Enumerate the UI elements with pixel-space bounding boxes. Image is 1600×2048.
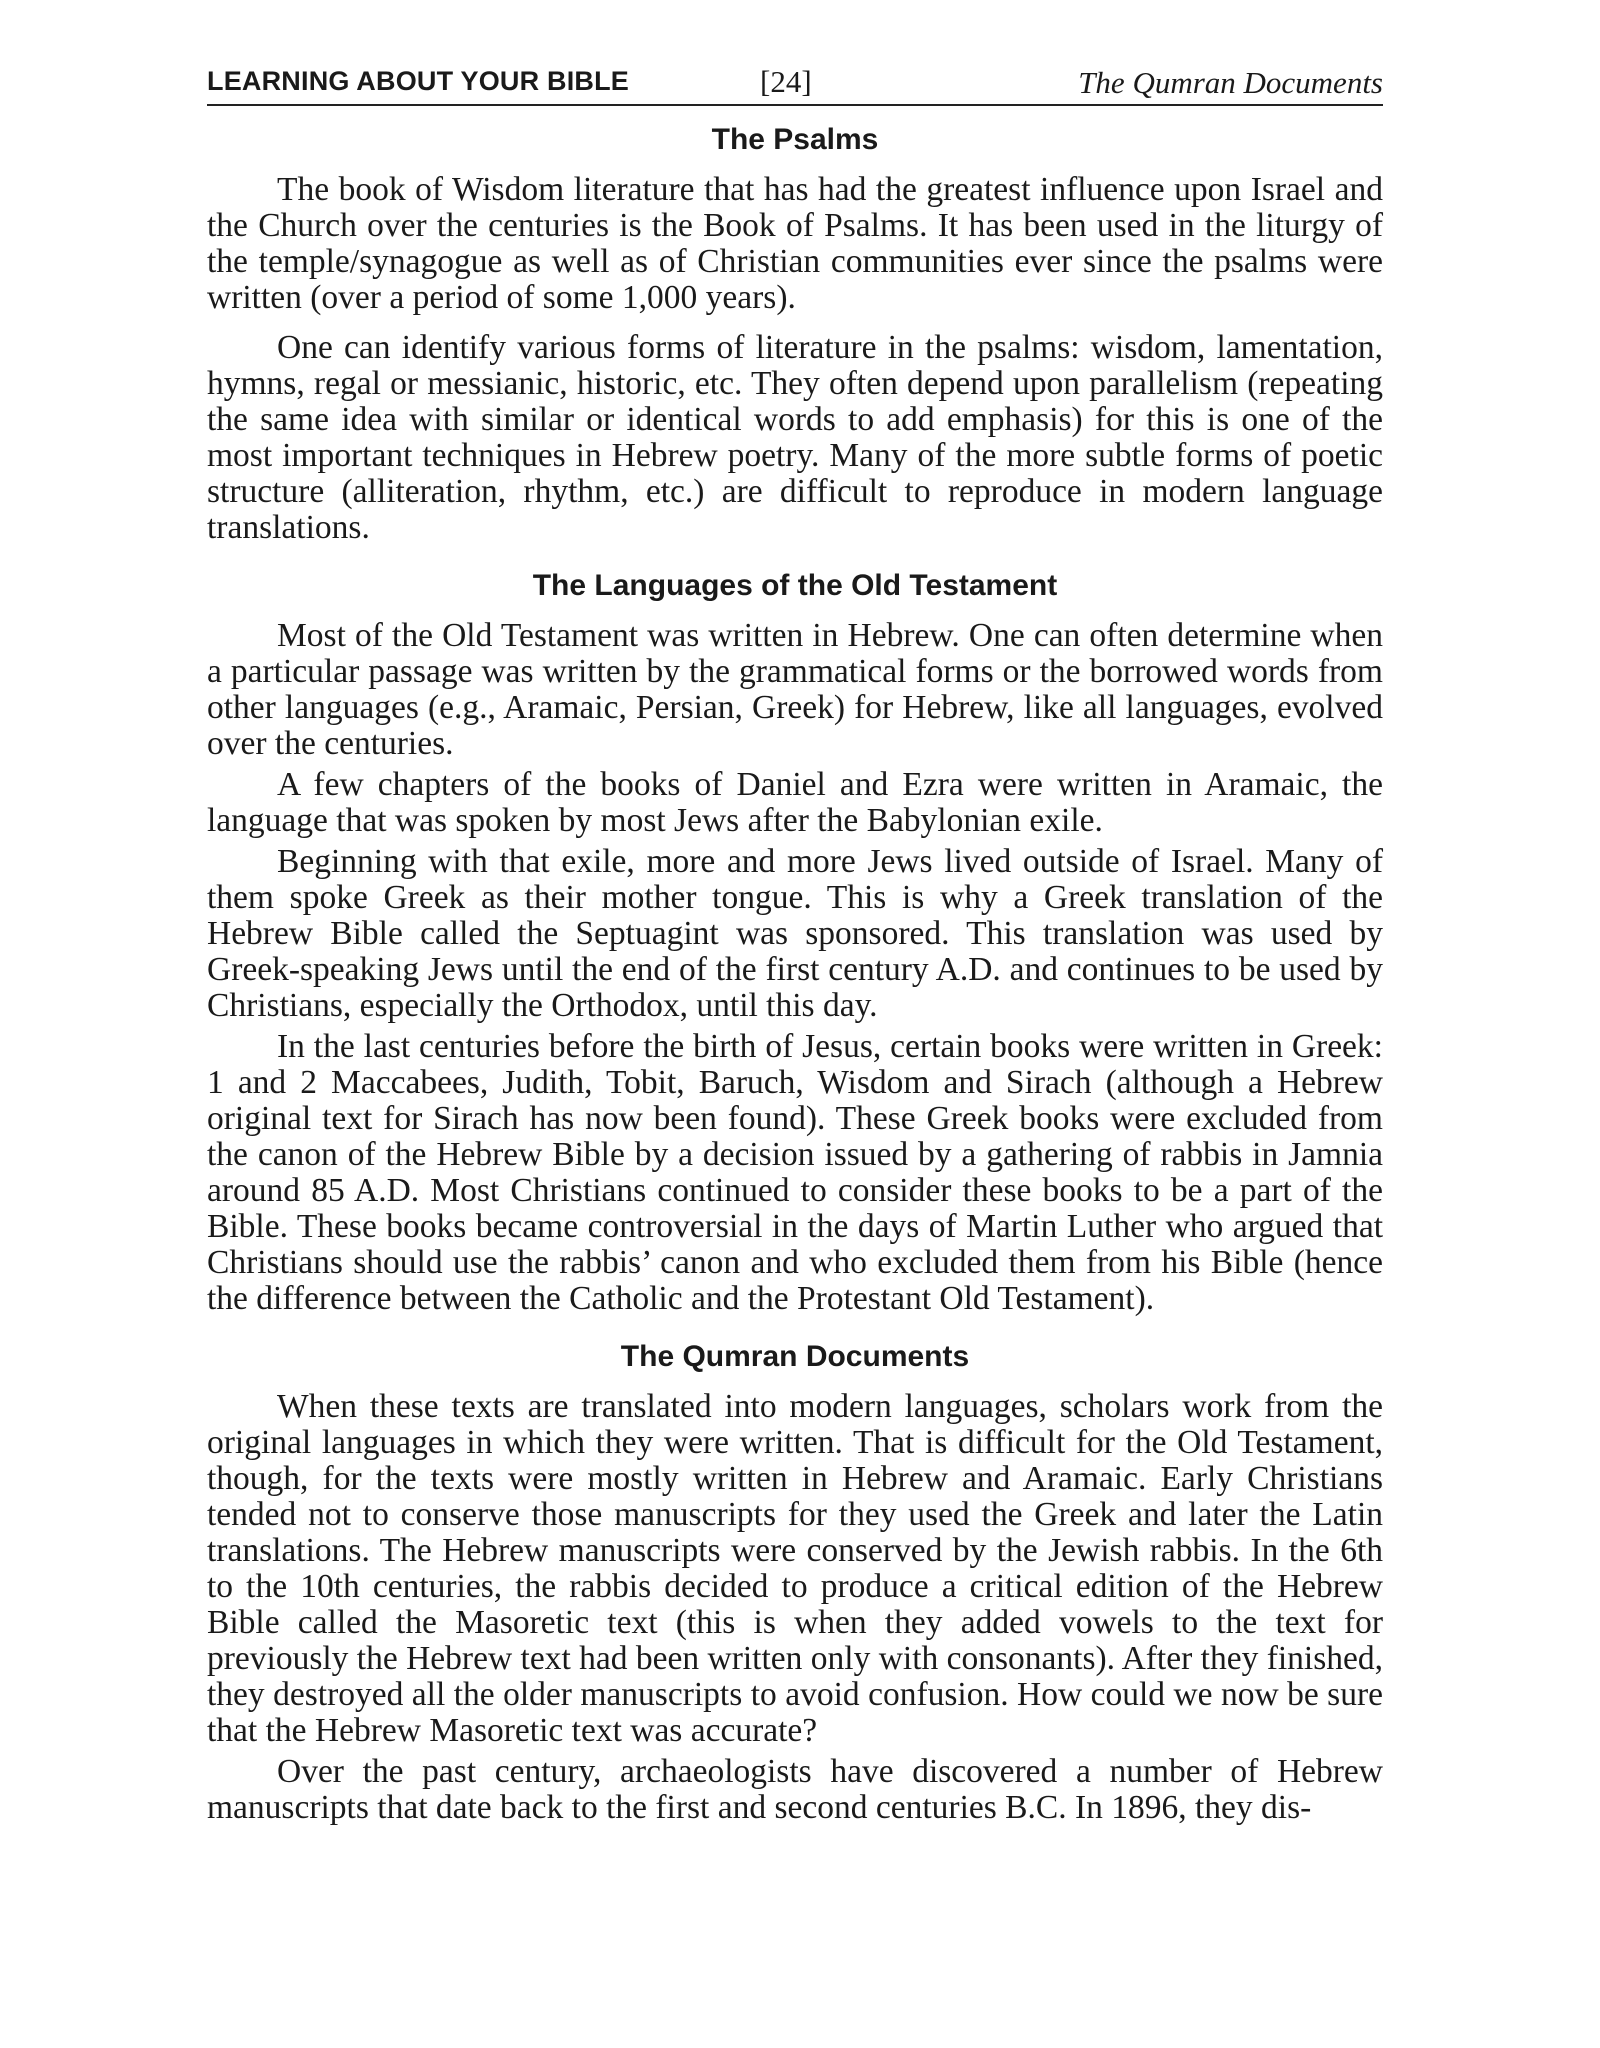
chapter-title: The Qumran Documents — [1078, 65, 1383, 100]
paragraph: The book of Wisdom literature that has had the greatest influence upon Israel and the Church over the centuries is the Book of Psalms. It has been used in the liturgy of the temple/synagogue as well as of Christian communities ever since the psalms were written (over a period of some 1,000 years). — [207, 171, 1383, 316]
paragraph: Beginning with that exile, more and more Jews lived outside of Israel. Many of them spoke Greek as their mother tongue. This is why a Greek translation of the Hebrew Bible called the Septuagint was sponsored. This translation was used by Greek-speaking Jews until the end of the first century A.D. and continues to be used by Christians, especially the Orthodox, until this day. — [207, 843, 1383, 1024]
section-heading-languages: The Languages of the Old Testament — [532, 569, 1058, 602]
book-title: LEARNING ABOUT YOUR BIBLE — [207, 66, 630, 96]
paragraph: When these texts are translated into modern languages, scholars work from the original languages in which they were written. That is difficult for the Old Testament, though, for the texts were mostly written in Hebrew and Aramaic. Early Christians tended not to conserve those manuscripts for they used the Greek and later the Latin translations. The Hebrew manuscripts were conserved by the Jewish rabbis. In the 6th to the 10th centuries, the rabbis decided to produce a critical edition of the Hebrew Bible called the Masoretic text (this is when they added vowels to the text for previously the Hebrew text had been written only with consonants). After they finished, they destroyed all the older manuscripts to avoid confusion. How could we now be sure that the Hebrew Masoretic text was accurate? — [207, 1388, 1383, 1749]
section-heading-psalms: The Psalms — [711, 123, 879, 156]
paragraph: Over the past century, archaeologists have discovered a number of Hebrew manuscripts that date back to the first and second centuries B.C. In 1896, they dis- — [207, 1753, 1383, 1826]
running-head — [207, 66, 1383, 106]
paragraph: In the last centuries before the birth of Jesus, certain books were written in Greek: 1 and 2 Maccabees, Judith, Tobit, Baruch, Wisdom and Sirach (although a Hebrew original text for Sirach has now been found). These Greek books were excluded from the canon of the Hebrew Bible by a decision issued by a gathering of rabbis in Jamnia around 85 A.D. Most Christians continued to consider these books to be a part of the Bible. These books became controversial in the days of Martin Luther who argued that Christians should use the rabbis’ canon and who excluded them from his Bible (hence the difference between the Catholic and the Protestant Old Testament). — [207, 1028, 1383, 1317]
paragraph: A few chapters of the books of Daniel and Ezra were written in Aramaic, the language that was spoken by most Jews after the Babylonian exile. — [207, 766, 1383, 839]
paragraph: Most of the Old Testament was written in Hebrew. One can often determine when a particular passage was written by the grammatical forms or the borrowed words from other languages (e.g., Aramaic, Persian, Greek) for Hebrew, like all languages, evolved over the centuries. — [207, 617, 1383, 762]
section-heading-qumran: The Qumran Documents — [620, 1340, 970, 1373]
paragraph: One can identify various forms of literature in the psalms: wisdom, lamentation, hymns, regal or messianic, historic, etc. They often depend upon parallelism (repeating the same idea with similar or identical words to add emphasis) for this is one of the most important techniques in Hebrew poetry. Many of the more subtle forms of poetic structure (alliteration, rhythm, etc.) are difficult to reproduce in modern language translations. — [207, 329, 1383, 546]
book-page — [207, 66, 1383, 1826]
page-number: [24] — [760, 64, 812, 99]
